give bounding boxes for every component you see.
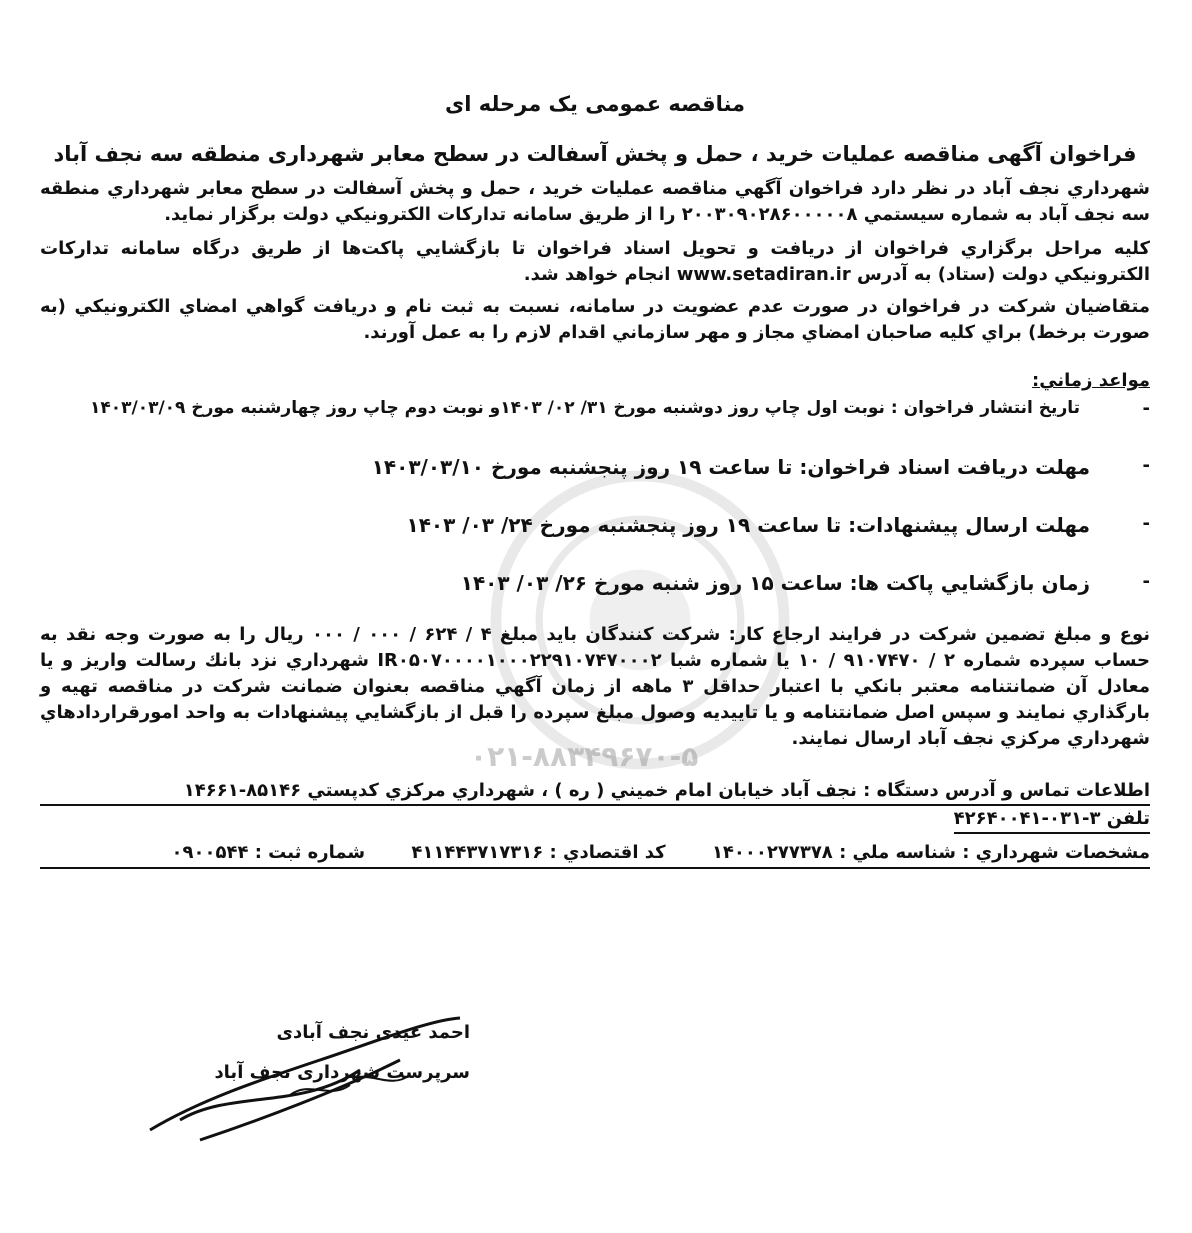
date-text: زمان بازگشايي پاكت ها: ساعت ۱۵ روز شنبه مورخ ۲۶/ ۰۳/ ۱۴۰۳ <box>460 571 1090 595</box>
contact-info <box>40 778 1150 834</box>
municipality-spec <box>40 842 1150 869</box>
date-text: مهلت دريافت اسناد فراخوان: تا ساعت ۱۹ روز پنجشنبه مورخ ۱۴۰۳/۰۳/۱۰ <box>371 455 1090 479</box>
dash: - <box>1142 398 1150 419</box>
watermark-phone: ۰۲۱-۸۸۳۴۹۶۷۰-۵ <box>470 740 699 773</box>
dash: - <box>1142 455 1150 476</box>
guarantee-paragraph: نوع و مبلغ تضمين شركت در فرايند ارجاع كار: شركت كنندگان بايد مبلغ ۴ / ۶۲۴ / ۰۰۰ / ۰۰۰ ريال را به صورت وجه نقد به حساب سپرده شماره ۲ / ۹۱۰۷۴۷۰ / ۱۰ يا شماره شبا IR۰۵۰۷۰۰۰۰۱۰۰۰۲۲۹۱۰۷۴۷۰۰۰۲ شهرداري نزد بانك رسالت واريز و يا معادل آن ضمانتنامه معتبر بانكي با اعتبار حداقل ۳ ماهه از زمان آگهي مناقصه بعنوان ضمانت شركت در مناقصه تهيه و بارگذاري نمايند و سپس اصل ضمانتنامه و يا تاييديه وصول مبلغ سپرده را قبل از بازگشايي پيشنهادات به واحد امورقراردادهاي شهرداري مركزي نجف آباد ارسال نمايند. <box>40 624 1151 749</box>
process-paragraph: كليه مراحل برگزاري فراخوان از دريافت و تحويل اسناد فراخوان تا بازگشايي پاكت‌ها از طريق درگاه سامانه تداركات الكترونيكي دولت (ستاد) به آدرس www.setadiran.ir انجام خواهد شد. <box>40 238 1150 285</box>
date-text: تاريخ انتشار فراخوان : نوبت اول چاپ روز دوشنبه مورخ ۳۱/ ۰۲/ ۱۴۰۳و نوبت دوم چاپ روز چهارشنبه مورخ ۱۴۰۳/۰۳/۰۹ <box>90 398 1080 418</box>
signature-block <box>140 1000 470 1160</box>
dates-heading: مواعد زماني: <box>1032 370 1150 391</box>
membership-paragraph: متقاضيان شركت در فراخوان در صورت عدم عضويت در سامانه، نسبت به ثبت نام و دريافت گواهي امضاي الكترونيكي (به صورت برخط) براي كليه صاحبان امضاي مجاز و مهر سازماني اقدام لازم را به عمل آورند. <box>40 296 1150 343</box>
contact-address: اطلاعات تماس و آدرس دستگاه : نجف آباد خيابان امام خميني ( ره ) ، شهرداري مركزي كدپستي ۸۵۱۴۶-۱۴۶۶۱ <box>40 778 1150 806</box>
signer-role: سرپرست شهرداری نجف آباد <box>214 1062 470 1083</box>
intro-paragraph: شهرداري نجف آباد در نظر دارد فراخوان آگهي مناقصه عمليات خريد ، حمل و پخش آسفالت در سطح معابر شهرداري منطقه سه نجف آباد به شماره سيستمي ۲۰۰۳۰۹۰۲۸۶۰۰۰۰۰۸ را از طريق سامانه تداركات الكترونيكي دولت برگزار نمايد. <box>40 178 1150 225</box>
tender-notice <box>40 0 1150 1233</box>
dash: - <box>1142 571 1150 592</box>
economic-code: كد اقتصادي : ۴۱۱۴۴۳۷۱۷۳۱۶ <box>411 842 666 863</box>
dash: - <box>1142 513 1150 534</box>
page-title: مناقصه عمومی یک مرحله ای <box>444 92 746 116</box>
contact-phone: تلفن ۳-۰۳۱-۴۲۶۴۰۰۴۱ <box>954 806 1150 834</box>
registration-number: شماره ثبت : ۰۹۰۰۵۴۴ <box>171 842 366 863</box>
page-subtitle: فراخوان آگهی مناقصه عملیات خرید ، حمل و پخش آسفالت در سطح معابر شهرداری منطقه سه نجف آباد <box>53 142 1137 166</box>
signer-name: احمد عیدی نجف آبادی <box>276 1022 470 1043</box>
date-text: مهلت ارسال پيشنهادات: تا ساعت ۱۹ روز پنجشنبه مورخ ۲۴/ ۰۳/ ۱۴۰۳ <box>406 513 1090 537</box>
national-id: مشخصات شهرداري : شناسه ملي : ۱۴۰۰۰۲۷۷۳۷۸ <box>711 842 1150 863</box>
